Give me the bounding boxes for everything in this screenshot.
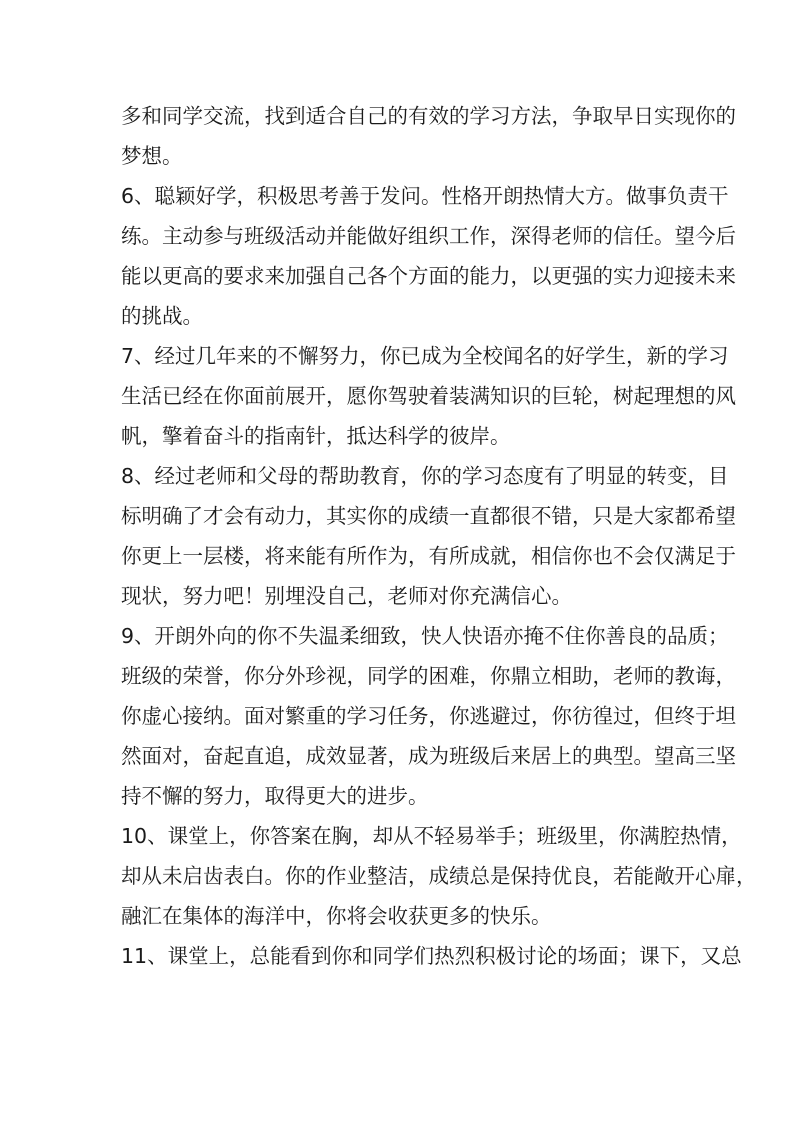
text-line: 梦想。	[121, 144, 183, 168]
text-line: 10、课堂上，你答案在胸，却从不轻易举手；班级里，你满腔热情，	[121, 824, 742, 848]
text-line: 帆，擎着奋斗的指南针，抵达科学的彼岸。	[121, 424, 511, 448]
text-line: 你虚心接纳。面对繁重的学习任务，你逃避过，你彷徨过，但终于坦	[121, 704, 736, 728]
text-line: 9、开朗外向的你不失温柔细致，快人快语亦掩不住你善良的品质；	[121, 624, 729, 648]
text-line: 标明确了才会有动力，其实你的成绩一直都很不错，只是大家都希望	[121, 504, 736, 528]
paragraph-item-10	[121, 816, 757, 936]
text-line: 然面对，奋起直追，成效显著，成为班级后来居上的典型。望高三坚	[121, 744, 736, 768]
text-line: 多和同学交流，找到适合自己的有效的学习方法，争取早日实现你的	[121, 104, 736, 128]
paragraph-item-7	[121, 336, 736, 456]
text-line: 生活已经在你面前展开，愿你驾驶着装满知识的巨轮，树起理想的风	[121, 384, 736, 408]
paragraph-continuation	[121, 96, 736, 176]
text-line: 融汇在集体的海洋中，你将会收获更多的快乐。	[121, 904, 552, 928]
text-line: 7、经过几年来的不懈努力，你已成为全校闻名的好学生，新的学习	[121, 344, 729, 368]
text-line: 你更上一层楼，将来能有所作为，有所成就，相信你也不会仅满足于	[121, 544, 736, 568]
text-line: 班级的荣誉，你分外珍视，同学的困难，你鼎立相助，老师的教诲，	[121, 664, 736, 688]
text-line: 的挑战。	[121, 304, 203, 328]
paragraph-item-6	[121, 176, 736, 336]
text-line: 6、聪颖好学，积极思考善于发问。性格开朗热情大方。做事负责干	[121, 184, 729, 208]
document-page	[121, 96, 757, 976]
paragraph-item-9	[121, 616, 736, 816]
text-line: 却从未启齿表白。你的作业整洁，成绩总是保持优良，若能敞开心扉，	[121, 864, 757, 888]
text-line: 11、课堂上，总能看到你和同学们热烈积极讨论的场面；课下，又总	[121, 944, 742, 968]
text-line: 持不懈的努力，取得更大的进步。	[121, 784, 429, 808]
text-line: 能以更高的要求来加强自己各个方面的能力，以更强的实力迎接未来	[121, 264, 736, 288]
text-line: 8、经过老师和父母的帮助教育，你的学习态度有了明显的转变，目	[121, 464, 729, 488]
text-line: 现状，努力吧！别埋没自己，老师对你充满信心。	[121, 584, 572, 608]
paragraph-item-11	[121, 936, 742, 976]
paragraph-item-8	[121, 456, 736, 616]
text-line: 练。主动参与班级活动并能做好组织工作，深得老师的信任。望今后	[121, 224, 736, 248]
